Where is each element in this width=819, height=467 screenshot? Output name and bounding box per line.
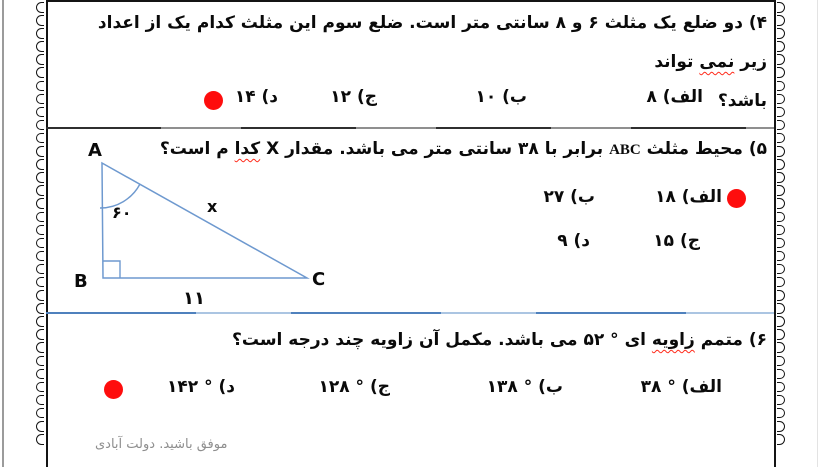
- zigzag-unit: [777, 54, 785, 65]
- zigzag-unit: [777, 15, 785, 26]
- zigzag-unit: [777, 277, 785, 288]
- zigzag-unit: [36, 434, 44, 445]
- angle-60-label: ۶۰: [112, 203, 132, 222]
- zigzag-unit: [36, 303, 44, 314]
- zigzag-unit: [36, 277, 44, 288]
- question-4-text-after: تواند: [654, 52, 700, 72]
- question-4-option-d: د) ۱۴: [234, 87, 278, 107]
- question-5-text-pre: ۵) محیط مثلث: [640, 139, 767, 159]
- zigzag-unit: [777, 356, 785, 367]
- zigzag-unit: [777, 172, 785, 183]
- zigzag-unit: [36, 54, 44, 65]
- zigzag-unit: [777, 421, 785, 432]
- question-6-text-pre: ۶) متمم: [694, 330, 767, 350]
- zigzag-unit: [777, 395, 785, 406]
- zigzag-unit: [777, 212, 785, 223]
- frame-right-line: [774, 0, 776, 467]
- zigzag-unit: [777, 329, 785, 340]
- question-4-option-b: ب) ۱۰: [475, 87, 527, 107]
- question-6-option-b: ب) ° ۱۳۸: [486, 377, 563, 397]
- left-zigzag-border: [36, 2, 44, 447]
- zigzag-unit: [777, 67, 785, 78]
- question-4-option-c: ج) ۱۲: [330, 87, 377, 107]
- vertex-b-label: B: [74, 271, 88, 292]
- question-6-option-d: د) ° ۱۴۲: [167, 377, 235, 397]
- zigzag-unit: [36, 369, 44, 380]
- question-6-misspelled-word: زاویه: [651, 330, 695, 350]
- zigzag-unit: [777, 303, 785, 314]
- question-6-option-a: الف) ° ۳۸: [640, 377, 722, 397]
- zigzag-unit: [36, 198, 44, 209]
- zigzag-unit: [777, 159, 785, 170]
- zigzag-unit: [36, 94, 44, 105]
- zigzag-unit: [36, 290, 44, 301]
- zigzag-unit: [777, 185, 785, 196]
- zigzag-unit: [777, 264, 785, 275]
- zigzag-unit: [36, 107, 44, 118]
- zigzag-unit: [36, 133, 44, 144]
- zigzag-unit: [36, 81, 44, 92]
- zigzag-unit: [36, 67, 44, 78]
- question-6-option-c: ج) ° ۱۲۸: [318, 377, 390, 397]
- zigzag-unit: [36, 395, 44, 406]
- zigzag-unit: [36, 41, 44, 52]
- right-zigzag-border: [777, 2, 785, 447]
- frame-top-line: [46, 0, 775, 2]
- side-x-label: x: [207, 197, 218, 216]
- zigzag-unit: [36, 120, 44, 131]
- question-5-option-a: الف) ۱۸: [655, 187, 722, 207]
- question-5-variable-x: X: [266, 139, 280, 159]
- zigzag-unit: [777, 290, 785, 301]
- answer-marker-q4: [204, 91, 223, 110]
- question-divider-1: [46, 127, 774, 129]
- zigzag-unit: [777, 28, 785, 39]
- question-5-option-d: د) ۹: [557, 231, 590, 251]
- zigzag-unit: [777, 94, 785, 105]
- zigzag-unit: [36, 185, 44, 196]
- zigzag-unit: [36, 225, 44, 236]
- zigzag-unit: [36, 382, 44, 393]
- question-5-option-b: ب) ۲۷: [543, 187, 595, 207]
- question-5-text-mid: برابر با ۳۸ سانتی متر می باشد. مقدار: [279, 139, 610, 159]
- zigzag-unit: [36, 212, 44, 223]
- question-divider-2: [46, 312, 774, 314]
- zigzag-unit: [36, 329, 44, 340]
- zigzag-unit: [36, 146, 44, 157]
- zigzag-unit: [777, 107, 785, 118]
- zigzag-unit: [36, 15, 44, 26]
- zigzag-unit: [777, 238, 785, 249]
- zigzag-unit: [777, 225, 785, 236]
- zigzag-unit: [36, 251, 44, 262]
- zigzag-unit: [777, 120, 785, 131]
- question-6-text: [232, 330, 767, 350]
- zigzag-unit: [36, 2, 44, 13]
- right-angle-mark: [103, 261, 120, 278]
- question-4-misspelled-word: نمی: [699, 52, 735, 72]
- zigzag-unit: [777, 198, 785, 209]
- zigzag-unit: [777, 382, 785, 393]
- zigzag-unit: [777, 342, 785, 353]
- zigzag-unit: [777, 133, 785, 144]
- zigzag-unit: [777, 41, 785, 52]
- zigzag-unit: [36, 28, 44, 39]
- zigzag-unit: [777, 316, 785, 327]
- zigzag-unit: [777, 434, 785, 445]
- triangle-diagram: [58, 134, 358, 312]
- base-11-label: ۱۱: [183, 288, 205, 309]
- zigzag-unit: [36, 264, 44, 275]
- zigzag-unit: [777, 369, 785, 380]
- zigzag-unit: [36, 316, 44, 327]
- question-4-text-pre: ۴) دو ضلع یک مثلث ۶ و ۸ سانتی متر است. ضلع سوم این مثلث کدام یک از اعداد زیر: [97, 13, 767, 72]
- vertex-c-label: C: [312, 269, 326, 290]
- triangle-outline: [102, 163, 307, 278]
- window-left-edge: [2, 0, 4, 467]
- zigzag-unit: [36, 342, 44, 353]
- zigzag-unit: [36, 356, 44, 367]
- zigzag-unit: [777, 2, 785, 13]
- question-4-text-line2: باشد؟: [717, 91, 767, 111]
- zigzag-unit: [36, 172, 44, 183]
- zigzag-unit: [36, 421, 44, 432]
- zigzag-unit: [777, 408, 785, 419]
- question-5-triangle-name: ABC: [609, 142, 641, 158]
- zigzag-unit: [777, 251, 785, 262]
- question-5-misspelled-word: کدا: [234, 139, 261, 159]
- window-right-edge: [817, 0, 818, 467]
- footer-signature: موفق باشید. دولت آبادی: [95, 437, 228, 452]
- frame-left-line: [46, 0, 48, 467]
- zigzag-unit: [36, 238, 44, 249]
- zigzag-unit: [777, 81, 785, 92]
- zigzag-unit: [36, 159, 44, 170]
- zigzag-unit: [777, 146, 785, 157]
- zigzag-unit: [36, 408, 44, 419]
- question-4-option-a: الف) ۸: [646, 87, 703, 107]
- question-5-text-post: م است؟: [159, 139, 235, 159]
- answer-marker-q6: [104, 380, 123, 399]
- vertex-a-label: A: [88, 140, 102, 161]
- question-5-option-c: ج) ۱۵: [653, 231, 700, 251]
- question-6-text-post: ای ° ۵۲ می باشد. مکمل آن زاویه چند درجه است؟: [231, 330, 652, 350]
- answer-marker-q5: [727, 189, 746, 208]
